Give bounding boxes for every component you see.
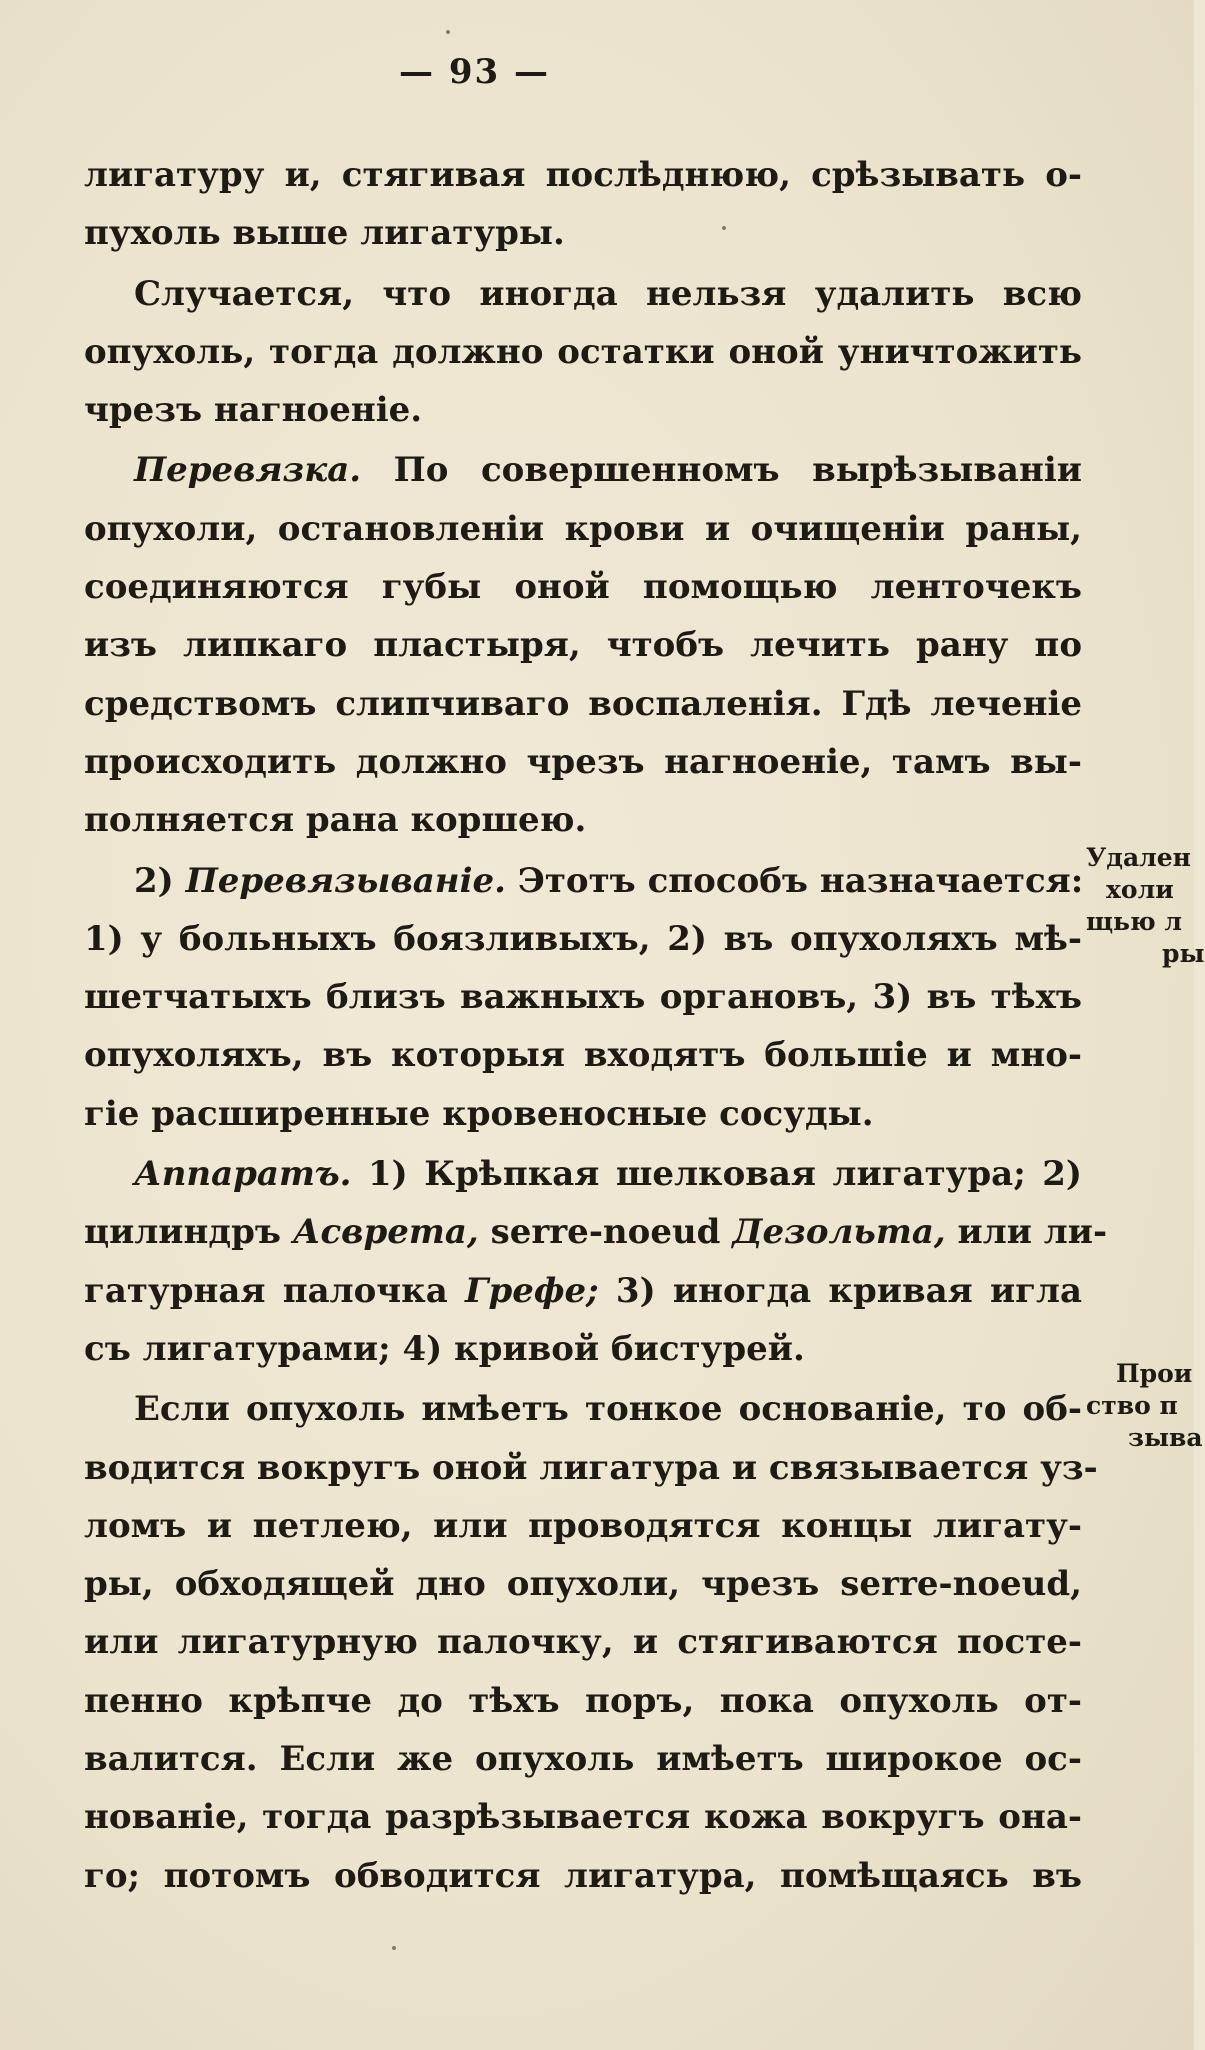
text-run: или ли- (945, 1212, 1108, 1253)
text-run: 3) иногда кривая игла (598, 1270, 1083, 1311)
text-line (84, 441, 1082, 499)
paragraph (84, 1380, 1098, 1905)
text-run: 1) Крѣпкая шелковая лигатура; 2) (351, 1154, 1082, 1195)
paper-speck (446, 30, 450, 34)
text-run: serre-noeud (478, 1212, 733, 1253)
paragraph (84, 1145, 1108, 1378)
margin-note-line: щью л (1086, 907, 1182, 936)
text-line: соединяются губы оной помощью ленточекъ (84, 567, 1082, 608)
margin-note-line: Удален (1086, 843, 1191, 872)
paragraph (84, 852, 1082, 1143)
margin-note-line: Прои (1116, 1359, 1193, 1388)
text-run: Этотъ способъ назначается: (505, 860, 1084, 901)
section-heading-perevyazyvanie: Перевязыванiе. (185, 860, 506, 901)
text-line: нованiе, тогда разрѣзывается кожа вокругъ она- (84, 1797, 1082, 1838)
text-line: чрезъ нагноенiе. (84, 390, 423, 431)
author-name: Грефе; (464, 1270, 599, 1311)
margin-note-line: ры (1162, 939, 1205, 968)
paragraph (84, 146, 1082, 263)
text-line (84, 1145, 1082, 1203)
paragraph (84, 265, 1082, 440)
text-line: Если опухоль имѣетъ тонкое основанiе, то об- (134, 1389, 1082, 1430)
main-text-column (84, 146, 1108, 1907)
text-line (84, 1203, 1108, 1261)
text-line: опухоли, остановленiи крови и очищенiи раны, (84, 508, 1082, 549)
text-line (84, 1262, 1082, 1320)
text-line: валится. Если же опухоль имѣетъ широкое ос- (84, 1739, 1082, 1780)
paper-speck (722, 226, 726, 230)
text-line: пенно крѣпче до тѣхъ поръ, пока опухоль от- (84, 1680, 1082, 1721)
text-line: водится вокругъ оной лигатура и связывается уз- (84, 1447, 1098, 1488)
paragraph (84, 441, 1082, 849)
paper-speck (392, 1946, 396, 1950)
text-line: средствомъ слипчиваго воспаленiя. Гдѣ леченiе (84, 683, 1082, 724)
section-heading-apparat: Аппаратъ. (134, 1154, 352, 1195)
page-number: — 93 — (399, 52, 550, 92)
text-line: происходить должно чрезъ нагноенiе, тамъ вы- (84, 741, 1082, 782)
margin-note-line: холи (1106, 875, 1174, 904)
text-line: или лигатурную палочку, и стягиваются посте- (84, 1622, 1082, 1663)
text-line: Случается, что иногда нельзя удалить всю (134, 273, 1082, 314)
text-line: ры, обходящей дно опухоли, чрезъ serre-noeud, (84, 1564, 1082, 1605)
text-line: лигатуру и, стягивая послѣднюю, срѣзывать о- (84, 155, 1082, 195)
margin-note (1086, 842, 1205, 970)
margin-note-line: ство п (1086, 1391, 1178, 1420)
margin-note (1086, 1358, 1203, 1454)
section-heading-peresvyazka: Перевязка. (134, 450, 362, 491)
text-line: изъ липкаго пластыря, чтобъ лечить рану по (84, 625, 1082, 666)
text-line: гiе расширенные кровеносные сосуды. (84, 1093, 874, 1134)
author-name: Дезольта, (732, 1212, 946, 1253)
text-line: 1) у больныхъ боязливыхъ, 2) въ опухоляхъ мѣ- (84, 918, 1082, 959)
text-run: гатурная палочка (84, 1270, 465, 1311)
text-line: опухоль, тогда должно остатки оной уничтожить (84, 331, 1082, 372)
text-line: го; потомъ обводится лигатура, помѣщаясь въ (84, 1855, 1082, 1896)
text-line: опухоляхъ, въ которыя входятъ большiе и мно- (84, 1035, 1082, 1076)
text-run: По совершенномъ вырѣзыванiи (361, 450, 1082, 491)
text-line: шетчатыхъ близъ важныхъ органовъ, 3) въ тѣхъ (84, 977, 1082, 1018)
text-line: ломъ и петлею, или проводятся концы лигату- (84, 1505, 1082, 1546)
margin-note-line: зыва (1128, 1423, 1203, 1452)
author-name: Асврета, (292, 1212, 479, 1253)
text-line: съ лигатурами; 4) кривой бистурей. (84, 1328, 805, 1369)
text-line: полняется рана коршею. (84, 800, 587, 841)
text-run: цилиндръ (84, 1212, 293, 1253)
text-line: пухоль выше лигатуры. (84, 213, 565, 254)
text-run: 2) (134, 860, 186, 901)
text-line (84, 852, 1082, 910)
